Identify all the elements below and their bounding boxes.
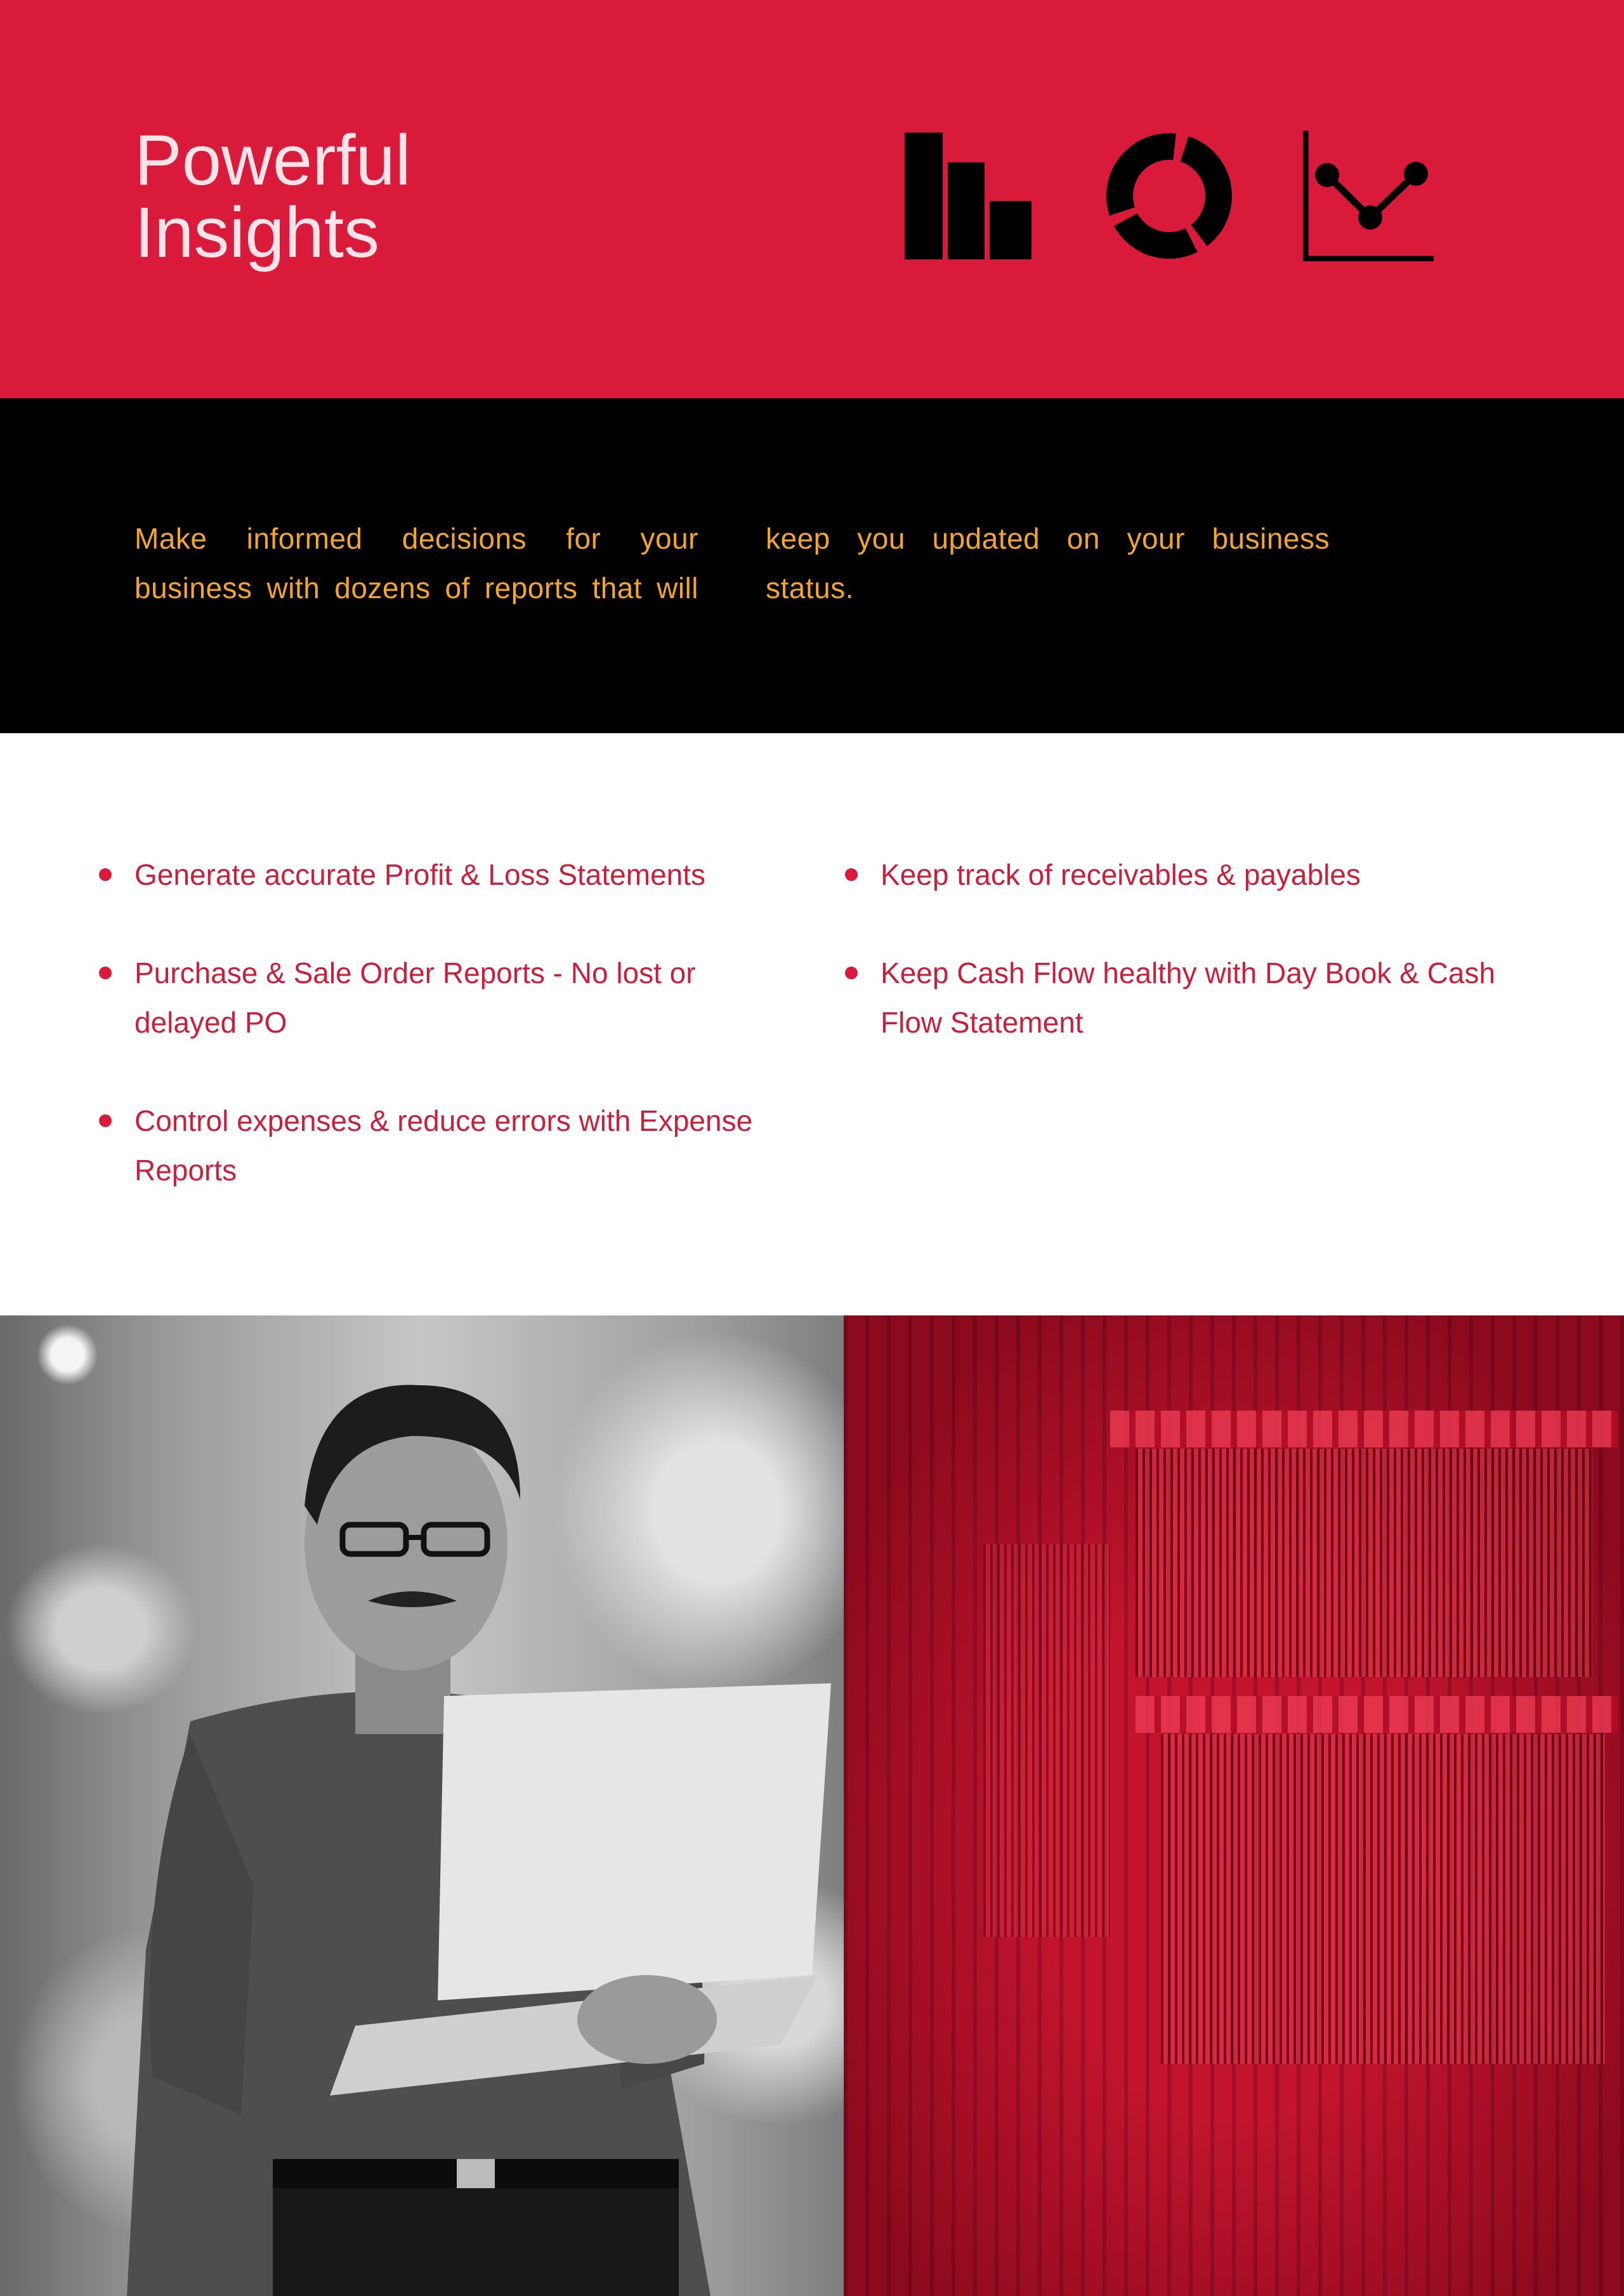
jewelry-display [1136,1449,1592,1677]
jewelry-display [1161,1734,1605,2064]
person-with-laptop-illustration [0,1315,844,2296]
feature-list-section [0,733,1624,1315]
hero-photo [0,1315,1624,2296]
feature-column-1 [134,850,794,1244]
line-chart-icon [1303,131,1434,261]
feature-item: Keep track of receivables & payables [881,850,1515,899]
title-line-2: Insights [134,193,379,272]
jewelry-shelves-photo [844,1315,1624,2296]
bar-chart-icon [903,131,1033,261]
shelf [1136,1696,1618,1733]
jewelry-display [983,1544,1110,1937]
title-line-1: Powerful [134,121,411,200]
feature-item: Keep Cash Flow healthy with Day Book & Cash Flow Statement [881,948,1515,1047]
feature-column-2 [881,850,1515,1096]
feature-item: Control expenses & reduce errors with Expense Reports [134,1096,794,1195]
feature-item: Purchase & Sale Order Reports - No lost or delayed PO [134,948,794,1047]
shopkeeper-photo [0,1315,844,2296]
donut-chart-icon [1104,131,1234,261]
intro-band [0,398,1624,733]
shelf [1110,1411,1618,1447]
feature-item: Generate accurate Profit & Loss Statements [134,850,794,899]
intro-paragraph: Make informed decisions for your business with dozens of reports that will keep you updated on your business status. [134,522,1330,604]
header-band [0,0,1624,398]
page-title [134,121,411,272]
